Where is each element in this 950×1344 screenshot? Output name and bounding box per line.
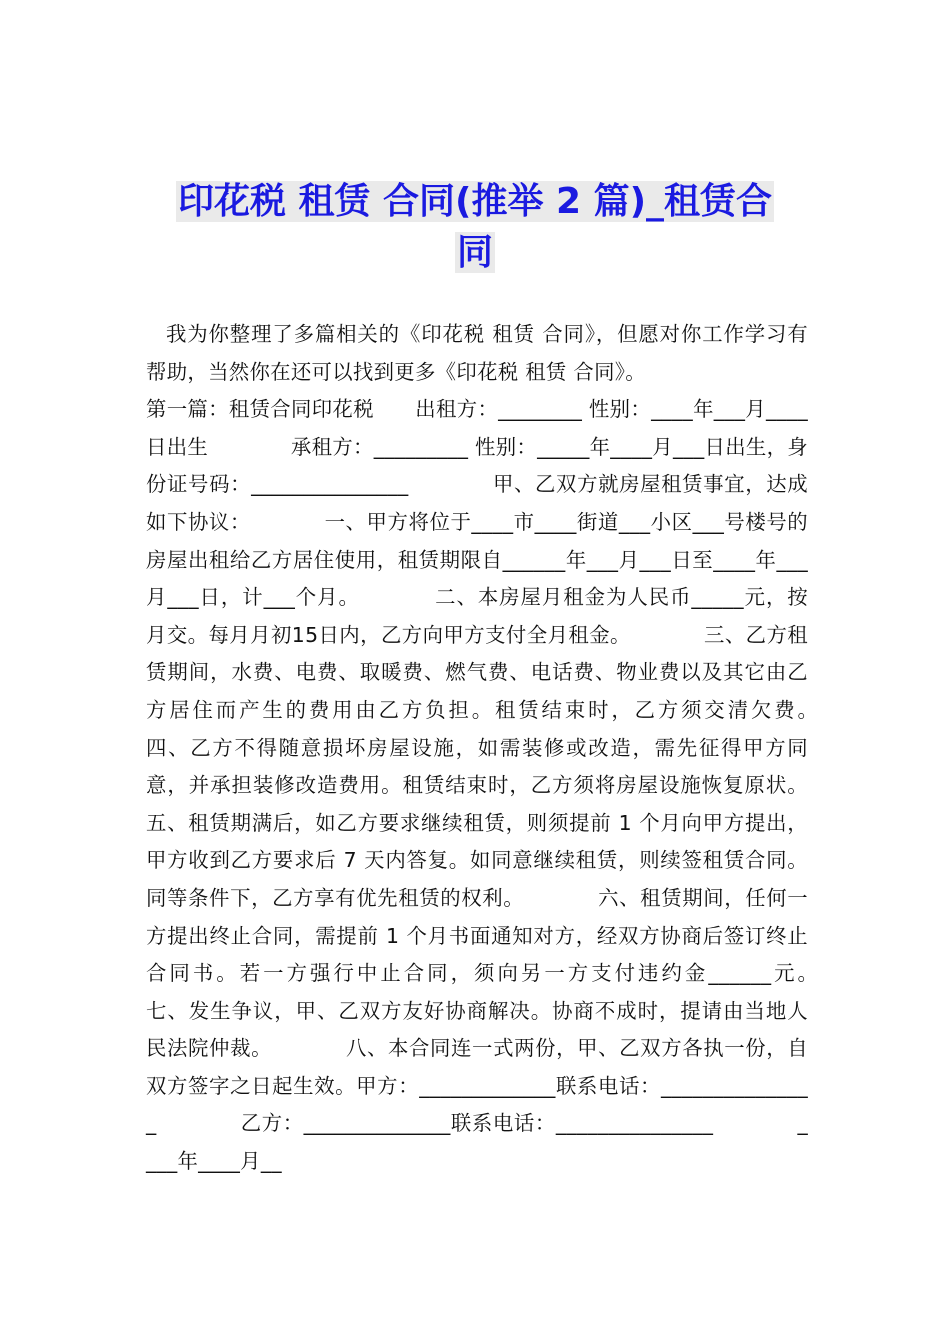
document-body — [146, 316, 891, 1181]
title-line-2: 同 — [456, 232, 493, 273]
title-line-1: 印花税 租赁 合同(推举 2 篇)_租赁合 — [177, 181, 773, 222]
contract-text: 第一篇：租赁合同印花税 出租方：________ 性别：____年___月____日出生 承租方：_________ 性别：_____年____月___日出生，身份证号码：_______________ 甲、乙双方就房屋租赁事宜，达成如下协议： 一、甲方将位于____市____街道___小区___号楼号的房屋出租给乙方居住使用，租赁期限自______年___月___日至____年___月___日，计___个月。 二、本房屋月租金为人民币_____元，按月交。每月月初15日内，乙方向甲方支付全月租金。 三、乙方租赁期间，水费、电费、取暖费、燃气费、电话费、物业费以及其它由乙方居住而产生的费用由乙方负担。租赁结束时，乙方须交清欠费。 四、乙方不得随意损坏房屋设施，如需装修或改造，需先征得甲方同意，并承担装修改造费用。租赁结束时，乙方须将房屋设施恢复原状。五、租赁期满后，如乙方要求继续租赁，则须提前 1 个月向甲方提出，甲方收到乙方要求后 7 天内答复。如同意继续租赁，则续签租赁合同。同等条件下，乙方享有优先租赁的权利。 六、租赁期间，任何一方提出终止合同，需提前 1 个月书面通知对方，经双方协商后签订终止合同书。若一方强行中止合同，须向另一方支付违约金______元。 七、发生争议，甲、乙双方友好协商解决。协商不成时，提请由当地人民法院仲裁。 八、本合同连一式两份，甲、乙双方各执一份，自双方签字之日起生效。甲方：_____________联系电话：_______________ 乙方：______________联系电话：_______________ ____年____月__ — [146, 397, 891, 1174]
intro-paragraph: 我为你整理了多篇相关的《印花税 租赁 合同》，但愿对你工作学习有帮助，当然你在还可以找到更多《印花税 租赁 合同》。 — [146, 322, 808, 384]
document-title — [150, 176, 800, 278]
